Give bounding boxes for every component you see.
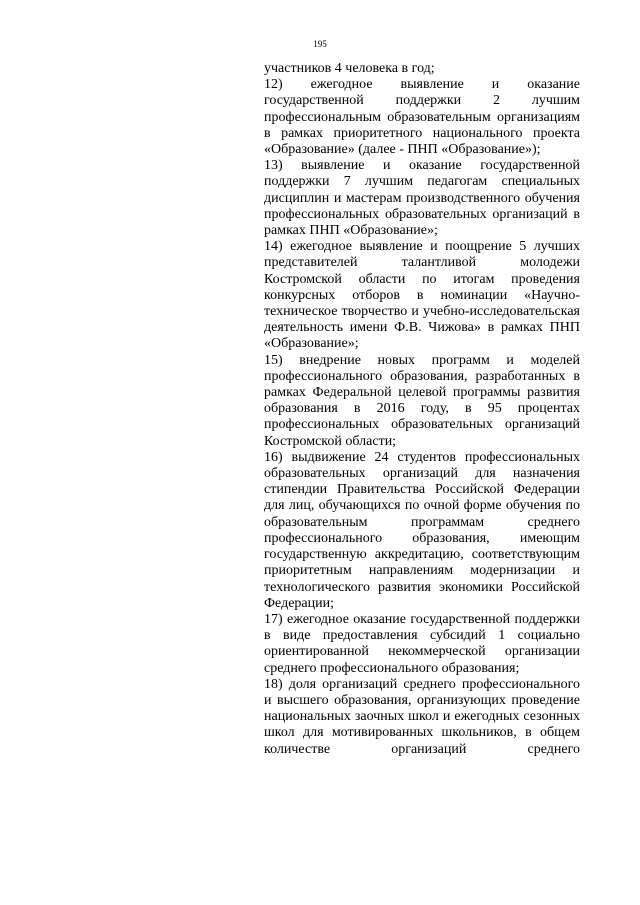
list-item-14: 14) ежегодное выявление и поощрение 5 лучших представителей талантливой молодежи Костромской области по итогам проведения конкурсных отборов в номинации «Научно-техническое творчество и учебно-исследовательская деятельность имени Ф.В. Чижова» в рамках ПНП «Образование»; <box>264 239 580 352</box>
page-number: 195 <box>313 39 327 49</box>
list-item-13: 13) выявление и оказание государственной поддержки 7 лучшим педагогам специальных дисциплин и мастерам производственного обучения профессиональных образовательных организаций в рамках ПНП «Образование»; <box>264 158 580 239</box>
document-body <box>264 61 580 758</box>
list-item-18: 18) доля организаций среднего профессионального и высшего образования, организующих проведение национальных заочных школ и ежегодных сезонных школ для мотивированных школьников, в общем количестве организаций среднего <box>264 676 580 757</box>
list-item-17: 17) ежегодное оказание государственной поддержки в виде предоставления субсидий 1 социально ориентированной некоммерческой организации среднего профессионального образования; <box>264 611 580 676</box>
paragraph-continuation: участников 4 человека в год; <box>264 61 435 76</box>
list-item-16: 16) выдвижение 24 студентов профессиональных образовательных организаций для назначения стипендии Правительства Российской Федерации для лиц, обучающихся по очной форме обучения по образовательным программам среднего профессионального образования, имеющим государственную аккредитацию, соответствующим приоритетным направлениям модернизации и технологического развития экономики Российской Федерации; <box>264 449 580 611</box>
list-item-12: 12) ежегодное выявление и оказание государственной поддержки 2 лучшим профессиональным образовательным организациям в рамках приоритетного национального проекта «Образование» (далее - ПНП «Образование»); <box>264 77 580 158</box>
list-item-15: 15) внедрение новых программ и моделей профессионального образования, разработанных в рамках Федеральной целевой программы развития образования в 2016 году, в 95 процентах профессиональных образовательных организаций Костромской области; <box>264 352 580 449</box>
